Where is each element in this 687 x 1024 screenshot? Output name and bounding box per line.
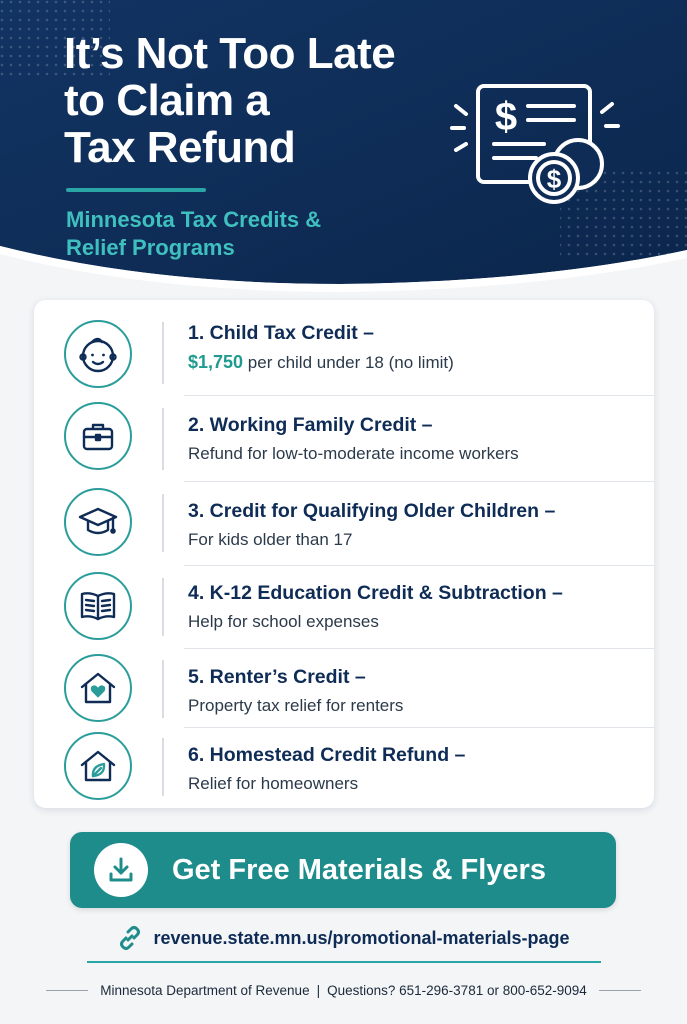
credit-description	[188, 350, 638, 375]
list-item	[34, 486, 654, 566]
title-line: It’s Not Too Late	[64, 29, 396, 78]
list-item	[34, 730, 654, 806]
row-divider	[184, 648, 654, 649]
credit-description: For kids older than 17	[188, 530, 353, 549]
title-line: to Claim a	[64, 76, 270, 125]
briefcase-icon	[64, 402, 132, 470]
row-divider	[184, 565, 654, 566]
get-materials-label: Get Free Materials & Flyers	[172, 854, 546, 886]
title-underline	[66, 188, 206, 192]
credit-title: 6. Homestead Credit Refund –	[188, 744, 466, 766]
page-subtitle	[66, 206, 386, 262]
credit-description: Relief for homeowners	[188, 774, 359, 793]
title-line: Tax Refund	[64, 123, 296, 172]
footer-rule-left	[46, 990, 88, 991]
item-separator	[162, 494, 164, 552]
open-book-icon	[64, 572, 132, 640]
credit-amount: $1,750	[188, 352, 244, 372]
credit-title: 4. K-12 Education Credit & Subtraction –	[188, 582, 563, 604]
footer-rule-right	[599, 990, 641, 991]
credit-description: Property tax relief for renters	[188, 696, 404, 715]
graduation-cap-icon	[64, 488, 132, 556]
item-text	[188, 664, 638, 718]
item-text	[188, 320, 638, 375]
materials-link[interactable]	[0, 920, 687, 956]
link-underline	[87, 961, 601, 963]
item-separator	[162, 738, 164, 796]
footer-department: Minnesota Department of Revenue	[100, 982, 310, 998]
svg-text:$: $	[546, 164, 562, 194]
materials-url[interactable]: revenue.state.mn.us/promotional-materials-page	[153, 927, 570, 948]
svg-text:$: $	[494, 95, 518, 139]
list-item	[34, 400, 654, 484]
list-item	[34, 318, 654, 398]
credits-card	[34, 300, 654, 808]
get-materials-button[interactable]	[70, 832, 616, 908]
page-title	[64, 30, 464, 171]
item-separator	[162, 578, 164, 636]
item-text	[188, 412, 638, 466]
item-separator	[162, 660, 164, 718]
footer	[0, 978, 687, 1002]
credit-title: 2. Working Family Credit –	[188, 414, 433, 436]
subtitle-line: Relief Programs	[66, 235, 235, 260]
credit-description-text: per child under 18 (no limit)	[243, 353, 454, 372]
item-separator	[162, 408, 164, 470]
house-leaf-icon	[64, 732, 132, 800]
credit-description: Refund for low-to-moderate income workers	[188, 444, 519, 463]
row-divider	[184, 481, 654, 482]
download-icon	[94, 843, 148, 897]
house-heart-icon	[64, 654, 132, 722]
subtitle-line: Minnesota Tax Credits &	[66, 207, 322, 232]
credit-title: 1. Child Tax Credit –	[188, 322, 375, 344]
list-item	[34, 570, 654, 650]
list-item	[34, 652, 654, 730]
credit-title: 5. Renter’s Credit –	[188, 666, 366, 688]
credit-title: 3. Credit for Qualifying Older Children –	[188, 500, 556, 522]
item-text	[188, 498, 638, 552]
row-divider	[184, 395, 654, 396]
item-text	[188, 580, 638, 634]
header-banner	[0, 0, 687, 300]
credit-description: Help for school expenses	[188, 612, 379, 631]
item-text	[188, 742, 638, 796]
child-face-icon	[64, 320, 132, 388]
footer-separator: |	[316, 982, 321, 998]
check-with-coins-icon	[444, 78, 634, 208]
item-separator	[162, 322, 164, 384]
row-divider	[184, 727, 654, 728]
link-icon	[117, 925, 143, 951]
footer-contact: Questions? 651-296-3781 or 800-652-9094	[327, 982, 587, 998]
